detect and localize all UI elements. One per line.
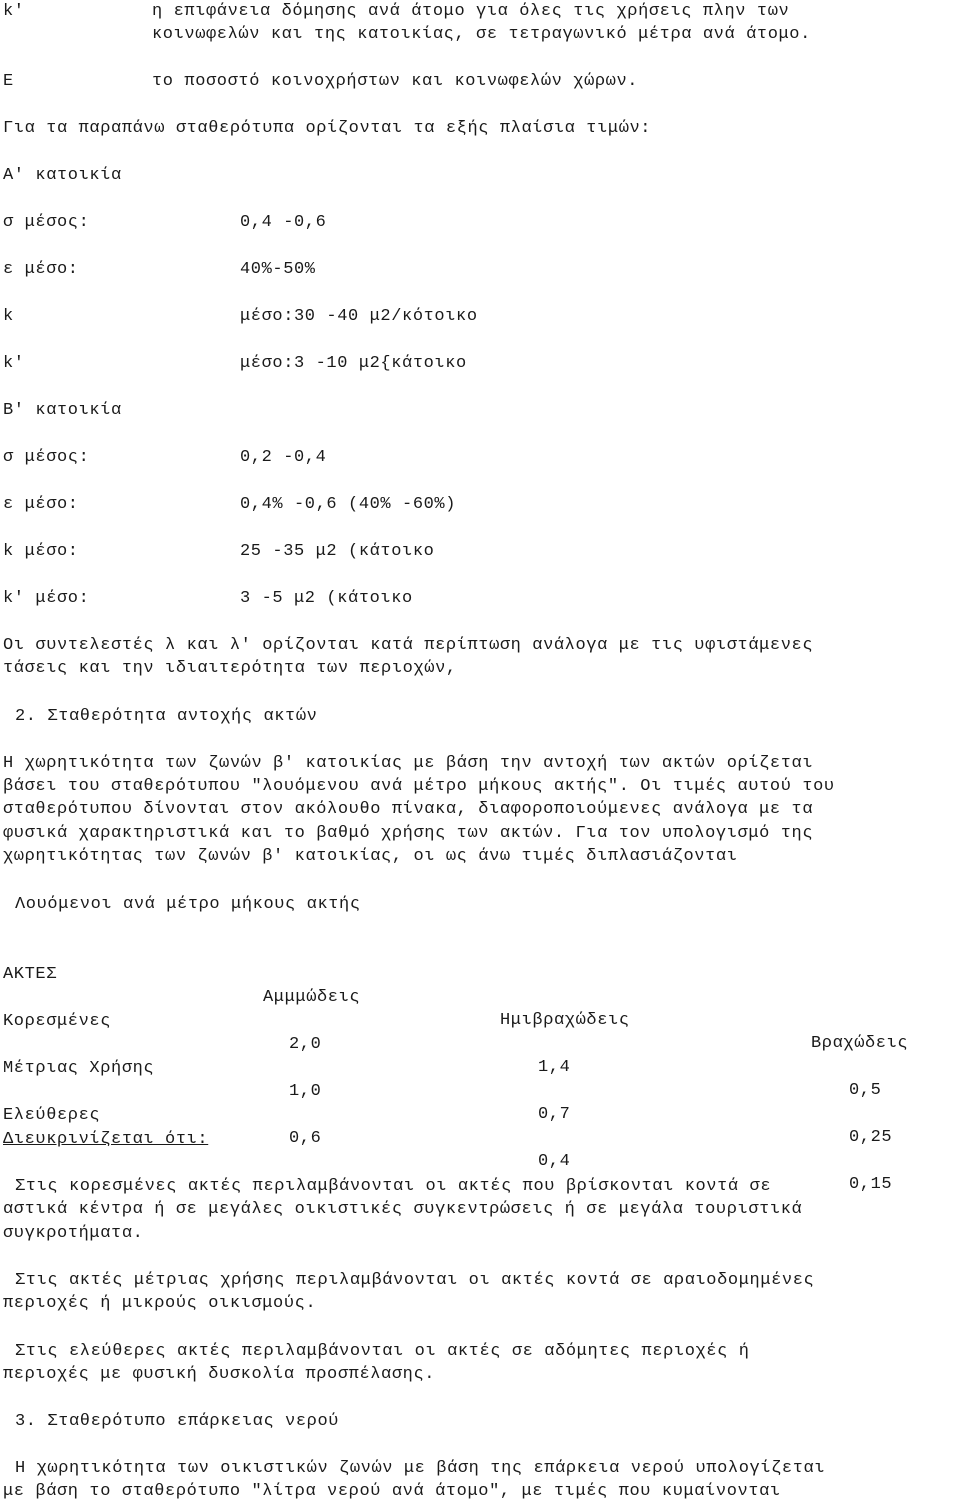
table-cell: 0,25	[849, 1128, 893, 1147]
group-a-label: σ μέσος:	[3, 213, 90, 232]
coeff-paragraph-line: τάσεις και την ιδιαιτερότητα των περιοχών,	[3, 659, 457, 678]
coeff-paragraph-line: Οι συντελεστές λ και λ' ορίζονται κατά περίπτωση ανάλογα με τις υφιστάμενες	[3, 636, 814, 655]
section-2-line: χωρητικότητας των ζωνών β' κατοικίας, οι ως άνω τιμές διπλασιάζονται	[3, 847, 738, 866]
def-term-e: E	[3, 72, 14, 91]
clarify-line: αστικά κέντρα ή σε μεγάλες οικιστικές συγκεντρώσεις ή σε μεγάλα τουριστικά	[3, 1200, 803, 1219]
section-3-line: Η χωρητικότητα των οικιστικών ζωνών με βάση της επάρκεια νερού υπολογίζεται	[15, 1459, 826, 1478]
clarify-line: συγκροτήματα.	[3, 1224, 144, 1243]
group-a-value: 0,4 -0,6	[240, 213, 327, 232]
table-cell: 0,7	[538, 1105, 571, 1124]
group-b-label: k μέσο:	[3, 542, 79, 561]
group-b-label: σ μέσος:	[3, 448, 90, 467]
group-a-label: k	[3, 307, 14, 326]
table-cell: 1,4	[538, 1058, 571, 1077]
def-term-k-prime: k'	[3, 2, 25, 21]
clarify-title: Διευκρινίζεται ότι:	[3, 1130, 209, 1149]
group-b-title: B' κατοικία	[3, 401, 122, 420]
table-cell: Κορεσμένες	[3, 1012, 112, 1031]
group-b-value: 3 -5 μ2 (κάτοικο	[240, 589, 413, 608]
table-header-cell: Ημιβραχώδεις	[500, 1011, 630, 1030]
table-header-cell: Βραχώδεις	[811, 1034, 909, 1053]
clarify-line: Στις κορεσμένες ακτές περιλαμβάνονται οι ακτές που βρίσκονται κοντά σε	[15, 1177, 772, 1196]
table-cell: Μέτριας Χρήσης	[3, 1059, 155, 1078]
table-cell: 0,4	[538, 1152, 571, 1171]
table-cell: 0,15	[849, 1175, 893, 1194]
def-text-line: το ποσοστό κοινοχρήστων και κοινωφελών χώρων.	[152, 72, 639, 91]
group-b-value: 25 -35 μ2 (κάτοικο	[240, 542, 435, 561]
group-a-label: k'	[3, 354, 25, 373]
table-cell: 0,6	[289, 1129, 322, 1148]
clarify-line: περιοχές ή μικρούς οικισμούς.	[3, 1294, 317, 1313]
group-a-label: ε μέσο:	[3, 260, 79, 279]
section-2-line: σταθερότυπου δίνονται στον ακόλουθο πίνακα, διαφοροποιούμενες ανάλογα με τα	[3, 800, 814, 819]
section-2-title: 2. Σταθερότητα αντοχής ακτών	[15, 707, 318, 726]
clarify-line: περιοχές με φυσική δυσκολία προσπέλασης.	[3, 1365, 436, 1384]
group-a-title: A' κατοικία	[3, 166, 122, 185]
table-caption: Λουόμενοι ανά μέτρο μήκους ακτής	[15, 895, 361, 914]
intro-text: Για τα παραπάνω σταθερότυπα ορίζονται τα εξής πλαίσια τιμών:	[3, 119, 652, 138]
clarify-line: Στις ακτές μέτριας χρήσης περιλαμβάνονται οι ακτές κοντά σε αραιοδομημένες	[15, 1271, 815, 1290]
table-cell: Ελεύθερες	[3, 1106, 101, 1125]
section-2-line: βάσει του σταθερότυπου "λουόμενου ανά μέτρο μήκους ακτής". Οι τιμές αυτού του	[3, 777, 835, 796]
table-cell: 0,5	[849, 1081, 882, 1100]
def-text-line: η επιφάνεια δόμησης ανά άτομο για όλες τις χρήσεις πλην των	[152, 2, 790, 21]
group-a-value: μέσο:3 -10 μ2{κάτοικο	[240, 354, 467, 373]
section-3-title: 3. Σταθερότυπο επάρκειας νερού	[15, 1412, 340, 1431]
section-3-line: με βάση το σταθερότυπο "λίτρα νερού ανά άτομο", με τιμές που κυμαίνονται	[3, 1482, 781, 1501]
group-b-label: ε μέσο:	[3, 495, 79, 514]
table-cell: 1,0	[289, 1082, 322, 1101]
def-text-line: κοινωφελών και της κατοικίας, σε τετραγωνικό μέτρα ανά άτομο.	[152, 25, 811, 44]
section-2-line: Η χωρητικότητα των ζωνών β' κατοικίας με βάση την αντοχή των ακτών ορίζεται	[3, 754, 814, 773]
table-header-cell: ΑΚΤΕΣ	[3, 965, 58, 984]
table-header-cell: Αμμμώδεις	[263, 988, 361, 1007]
group-a-value: 40%-50%	[240, 260, 316, 279]
group-b-value: 0,2 -0,4	[240, 448, 327, 467]
clarify-line: Στις ελεύθερες ακτές περιλαμβάνονται οι ακτές σε αδόμητες περιοχές ή	[15, 1342, 750, 1361]
group-a-value: μέσο:30 -40 μ2/κότοικο	[240, 307, 478, 326]
section-2-line: φυσικά χαρακτηριστικά και το βαθμό χρήσης των ακτών. Για τον υπολογισμό της	[3, 824, 814, 843]
group-b-value: 0,4% -0,6 (40% -60%)	[240, 495, 457, 514]
table-cell: 2,0	[289, 1035, 322, 1054]
group-b-label: k' μέσο:	[3, 589, 90, 608]
